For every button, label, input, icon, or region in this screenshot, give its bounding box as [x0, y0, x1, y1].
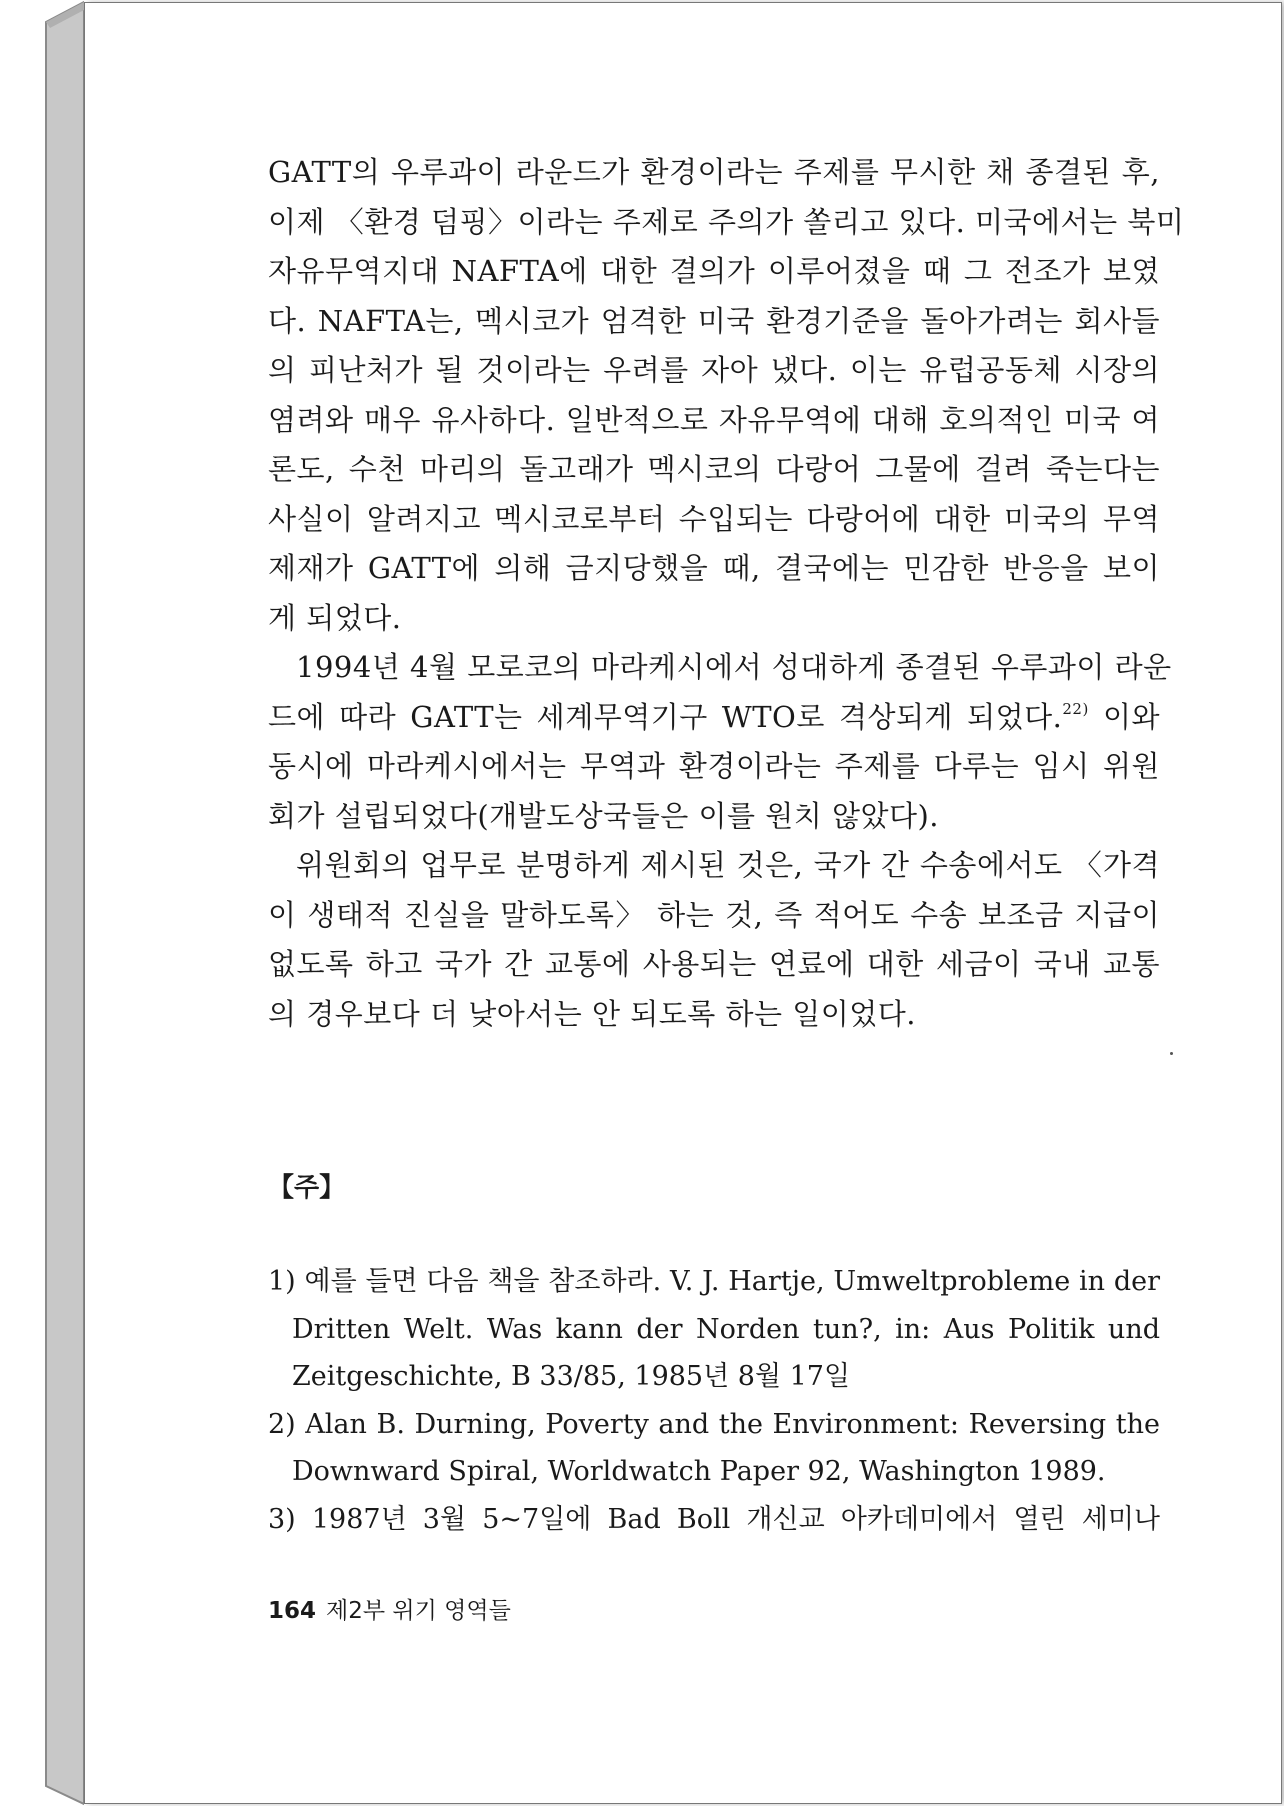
- text-line: 제재가 GATT에 의해 금지당했을 때, 결국에는 민감한 반응을 보이: [268, 551, 1160, 585]
- text-line: 이 생태적 진실을 말하도록〉 하는 것, 즉 적어도 수송 보조금 지급이: [268, 897, 1160, 932]
- note-item: [268, 1496, 1160, 1544]
- text-line: GATT의 우루과이 라운드가 환경이라는 주제를 무시한 채 종결된 후,: [268, 155, 1160, 189]
- notes-heading: 【주】: [268, 1173, 346, 1203]
- note-line: Downward Spiral, Worldwatch Paper 92, Washington 1989.: [292, 1456, 1106, 1487]
- text-segment: 이와: [1088, 699, 1160, 734]
- page-footer: [268, 1592, 511, 1625]
- page-number: 164: [268, 1598, 317, 1624]
- book-spine: [0, 0, 84, 1806]
- body-text: [268, 148, 1185, 1039]
- text-line: 게 되었다.: [268, 600, 402, 635]
- text-line: 사실이 알려지고 멕시코로부터 수입되는 다랑어에 대한 미국의 무역: [268, 501, 1160, 536]
- note-item: [268, 1258, 1160, 1401]
- text-line: 의 피난처가 될 것이라는 우려를 자아 냈다. 이는 유럽공동체 시장의: [268, 353, 1160, 387]
- text-line: 없도록 하고 국가 간 교통에 사용되는 연료에 대한 세금이 국내 교통: [268, 947, 1160, 981]
- text-line: 동시에 마라케시에서는 무역과 환경이라는 주제를 다루는 임시 위원: [268, 749, 1160, 783]
- text-line: 론도, 수천 마리의 돌고래가 멕시코의 다랑어 그물에 걸려 죽는다는: [268, 452, 1160, 486]
- text-line: 염려와 매우 유사하다. 일반적으로 자유무역에 대해 호의적인 미국 여: [268, 402, 1160, 437]
- note-line: 2) Alan B. Durning, Poverty and the Environment: Reversing the: [268, 1408, 1160, 1440]
- text-line: 회가 설립되었다(개발도상국들은 이를 원치 않았다).: [268, 798, 940, 833]
- text-line: 자유무역지대 NAFTA에 대한 결의가 이루어졌을 때 그 전조가 보였: [268, 254, 1160, 288]
- text-line: 의 경우보다 더 낮아서는 안 되도록 하는 일이었다.: [268, 996, 917, 1031]
- notes-list: [268, 1258, 1160, 1543]
- speck-mark: [1170, 1052, 1173, 1055]
- note-line: 3) 1987년 3월 5~7일에 Bad Boll 개신교 아카데미에서 열린 세미나: [268, 1503, 1160, 1535]
- text-line: 위원회의 업무로 분명하게 제시된 것은, 국가 간 수송에서도 〈가격: [296, 848, 1160, 882]
- text-segment: 드에 따라 GATT는 세계무역기구 WTO로 격상되게 되었다.: [268, 699, 1063, 734]
- paragraph-3: [268, 841, 1160, 1039]
- text-line: 1994년 4월 모로코의 마라케시에서 성대하게 종결된 우루과이 라운: [296, 650, 1172, 684]
- text-line: 이제 〈환경 덤핑〉이라는 주제로 주의가 쏠리고 있다. 미국에서는 북미: [268, 204, 1185, 239]
- paragraph-1: [268, 148, 1185, 643]
- note-line: 1) 예를 들면 다음 책을 참조하라. V. J. Hartje, Umweltprobleme in der: [268, 1266, 1160, 1297]
- note-line: Zeitgeschichte, B 33/85, 1985년 8월 17일: [292, 1361, 851, 1392]
- paragraph-2: [268, 643, 1172, 841]
- footnote-ref: 22): [1062, 699, 1089, 718]
- text-line: 다. NAFTA는, 멕시코가 엄격한 미국 환경기준을 돌아가려는 회사들: [268, 303, 1160, 338]
- text-line-with-footnote: [268, 693, 1160, 743]
- running-section-title: 제2부 위기 영역들: [326, 1598, 511, 1624]
- note-line: Dritten Welt. Was kann der Norden tun?, in: Aus Politik und: [292, 1313, 1160, 1345]
- note-item: [268, 1401, 1160, 1496]
